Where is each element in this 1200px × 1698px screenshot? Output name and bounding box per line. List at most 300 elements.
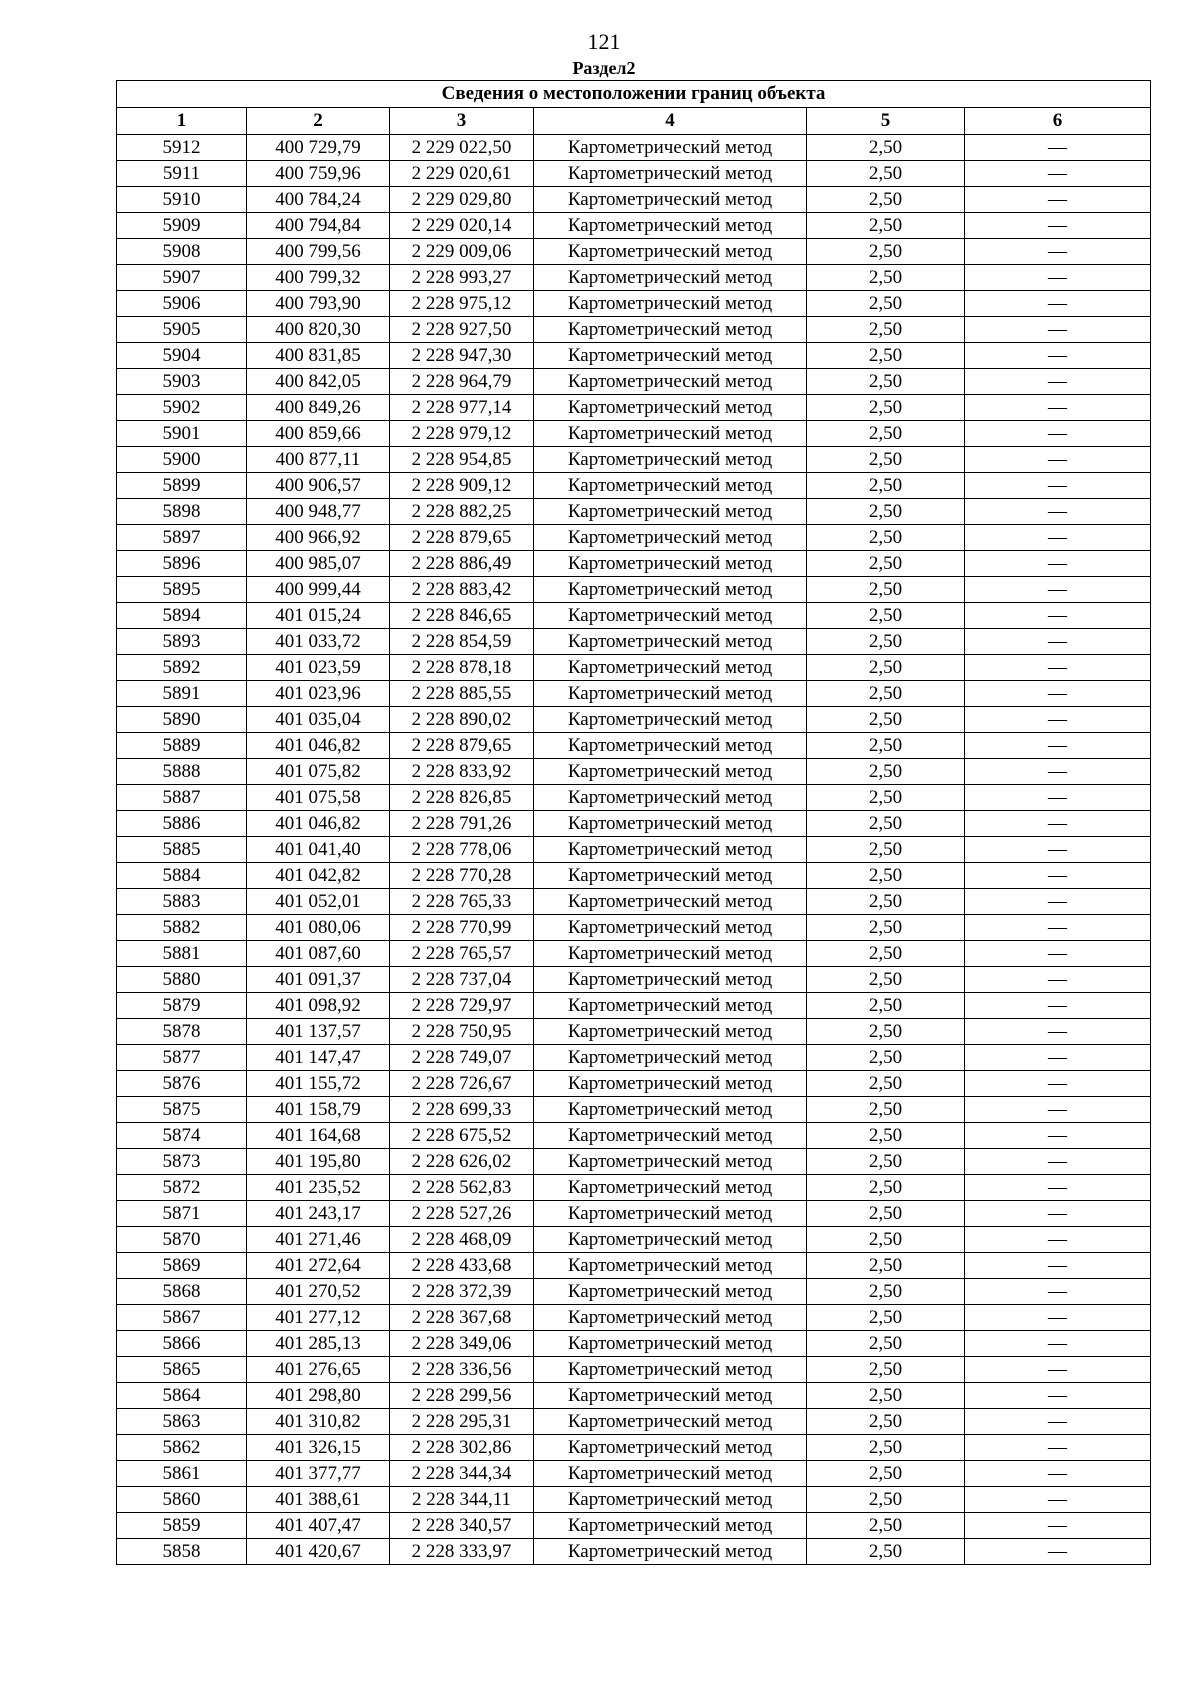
point-number-cell: 5871 [117,1201,247,1227]
x-coordinate-cell: 401 271,46 [247,1227,390,1253]
description-cell: — [965,291,1151,317]
table-row [117,473,1151,499]
description-cell: — [965,1409,1151,1435]
x-coordinate-cell: 401 326,15 [247,1435,390,1461]
point-number-cell: 5886 [117,811,247,837]
y-coordinate-cell: 2 228 295,31 [390,1409,534,1435]
method-cell: Картометрический метод [534,1175,807,1201]
table-row [117,265,1151,291]
accuracy-cell: 2,50 [807,291,965,317]
point-number-cell: 5866 [117,1331,247,1357]
description-cell: — [965,473,1151,499]
point-number-cell: 5868 [117,1279,247,1305]
x-coordinate-cell: 401 277,12 [247,1305,390,1331]
accuracy-cell: 2,50 [807,785,965,811]
method-cell: Картометрический метод [534,265,807,291]
method-cell: Картометрический метод [534,551,807,577]
table-row [117,1539,1151,1565]
method-cell: Картометрический метод [534,473,807,499]
point-number-cell: 5887 [117,785,247,811]
method-cell: Картометрический метод [534,1383,807,1409]
description-cell: — [965,421,1151,447]
y-coordinate-cell: 2 228 562,83 [390,1175,534,1201]
description-cell: — [965,239,1151,265]
x-coordinate-cell: 401 046,82 [247,733,390,759]
table-row [117,551,1151,577]
method-cell: Картометрический метод [534,1513,807,1539]
x-coordinate-cell: 401 310,82 [247,1409,390,1435]
x-coordinate-cell: 400 784,24 [247,187,390,213]
x-coordinate-cell: 401 091,37 [247,967,390,993]
description-cell: — [965,135,1151,161]
point-number-cell: 5893 [117,629,247,655]
accuracy-cell: 2,50 [807,1279,965,1305]
accuracy-cell: 2,50 [807,707,965,733]
method-cell: Картометрический метод [534,785,807,811]
x-coordinate-cell: 401 195,80 [247,1149,390,1175]
y-coordinate-cell: 2 228 675,52 [390,1123,534,1149]
table-row [117,993,1151,1019]
table-row [117,811,1151,837]
table-row [117,941,1151,967]
point-number-cell: 5864 [117,1383,247,1409]
table-row [117,395,1151,421]
point-number-cell: 5898 [117,499,247,525]
method-cell: Картометрический метод [534,915,807,941]
description-cell: — [965,1071,1151,1097]
table-row [117,1045,1151,1071]
description-cell: — [965,1019,1151,1045]
accuracy-cell: 2,50 [807,681,965,707]
method-cell: Картометрический метод [534,1227,807,1253]
point-number-cell: 5909 [117,213,247,239]
table-row [117,1461,1151,1487]
table-row [117,239,1151,265]
accuracy-cell: 2,50 [807,551,965,577]
table-row [117,525,1151,551]
y-coordinate-cell: 2 228 778,06 [390,837,534,863]
table-row [117,1227,1151,1253]
point-number-cell: 5897 [117,525,247,551]
accuracy-cell: 2,50 [807,967,965,993]
description-cell: — [965,1097,1151,1123]
point-number-cell: 5902 [117,395,247,421]
x-coordinate-cell: 401 098,92 [247,993,390,1019]
method-cell: Картометрический метод [534,1539,807,1565]
x-coordinate-cell: 401 158,79 [247,1097,390,1123]
point-number-cell: 5872 [117,1175,247,1201]
y-coordinate-cell: 2 228 947,30 [390,343,534,369]
accuracy-cell: 2,50 [807,863,965,889]
description-cell: — [965,915,1151,941]
point-number-cell: 5874 [117,1123,247,1149]
method-cell: Картометрический метод [534,1097,807,1123]
accuracy-cell: 2,50 [807,1331,965,1357]
accuracy-cell: 2,50 [807,811,965,837]
description-cell: — [965,811,1151,837]
description-cell: — [965,863,1151,889]
method-cell: Картометрический метод [534,629,807,655]
point-number-cell: 5879 [117,993,247,1019]
x-coordinate-cell: 401 075,82 [247,759,390,785]
x-coordinate-cell: 401 155,72 [247,1071,390,1097]
method-cell: Картометрический метод [534,343,807,369]
x-coordinate-cell: 401 147,47 [247,1045,390,1071]
table-row [117,1123,1151,1149]
y-coordinate-cell: 2 228 302,86 [390,1435,534,1461]
table-row [117,915,1151,941]
y-coordinate-cell: 2 228 791,26 [390,811,534,837]
accuracy-cell: 2,50 [807,1123,965,1149]
table-row [117,759,1151,785]
description-cell: — [965,1305,1151,1331]
y-coordinate-cell: 2 228 854,59 [390,629,534,655]
x-coordinate-cell: 401 276,65 [247,1357,390,1383]
table-body [117,135,1151,1565]
method-cell: Картометрический метод [534,1461,807,1487]
y-coordinate-cell: 2 228 993,27 [390,265,534,291]
description-cell: — [965,447,1151,473]
description-cell: — [965,1045,1151,1071]
x-coordinate-cell: 401 243,17 [247,1201,390,1227]
x-coordinate-cell: 400 849,26 [247,395,390,421]
description-cell: — [965,1227,1151,1253]
x-coordinate-cell: 400 859,66 [247,421,390,447]
point-number-cell: 5870 [117,1227,247,1253]
accuracy-cell: 2,50 [807,1513,965,1539]
y-coordinate-cell: 2 228 299,56 [390,1383,534,1409]
x-coordinate-cell: 401 035,04 [247,707,390,733]
accuracy-cell: 2,50 [807,733,965,759]
method-cell: Картометрический метод [534,1253,807,1279]
accuracy-cell: 2,50 [807,369,965,395]
method-cell: Картометрический метод [534,135,807,161]
table-row [117,967,1151,993]
x-coordinate-cell: 400 729,79 [247,135,390,161]
description-cell: — [965,395,1151,421]
y-coordinate-cell: 2 228 699,33 [390,1097,534,1123]
table-row [117,1175,1151,1201]
description-cell: — [965,551,1151,577]
description-cell: — [965,941,1151,967]
method-cell: Картометрический метод [534,577,807,603]
accuracy-cell: 2,50 [807,1435,965,1461]
y-coordinate-cell: 2 228 909,12 [390,473,534,499]
y-coordinate-cell: 2 228 765,33 [390,889,534,915]
point-number-cell: 5877 [117,1045,247,1071]
method-cell: Картометрический метод [534,1123,807,1149]
column-number: 1 [117,108,247,135]
point-number-cell: 5888 [117,759,247,785]
y-coordinate-cell: 2 228 885,55 [390,681,534,707]
accuracy-cell: 2,50 [807,265,965,291]
table-row [117,317,1151,343]
y-coordinate-cell: 2 228 749,07 [390,1045,534,1071]
x-coordinate-cell: 401 388,61 [247,1487,390,1513]
description-cell: — [965,733,1151,759]
point-number-cell: 5908 [117,239,247,265]
accuracy-cell: 2,50 [807,1227,965,1253]
description-cell: — [965,681,1151,707]
method-cell: Картометрический метод [534,1071,807,1097]
method-cell: Картометрический метод [534,1487,807,1513]
method-cell: Картометрический метод [534,1409,807,1435]
y-coordinate-cell: 2 229 029,80 [390,187,534,213]
point-number-cell: 5910 [117,187,247,213]
accuracy-cell: 2,50 [807,1539,965,1565]
accuracy-cell: 2,50 [807,317,965,343]
x-coordinate-cell: 400 842,05 [247,369,390,395]
accuracy-cell: 2,50 [807,135,965,161]
y-coordinate-cell: 2 228 954,85 [390,447,534,473]
method-cell: Картометрический метод [534,1331,807,1357]
description-cell: — [965,837,1151,863]
x-coordinate-cell: 401 235,52 [247,1175,390,1201]
description-cell: — [965,161,1151,187]
method-cell: Картометрический метод [534,863,807,889]
accuracy-cell: 2,50 [807,759,965,785]
table-row [117,629,1151,655]
y-coordinate-cell: 2 228 527,26 [390,1201,534,1227]
description-cell: — [965,1539,1151,1565]
method-cell: Картометрический метод [534,525,807,551]
boundary-coordinates-table [116,80,1151,1565]
method-cell: Картометрический метод [534,499,807,525]
description-cell: — [965,499,1151,525]
description-cell: — [965,1487,1151,1513]
method-cell: Картометрический метод [534,187,807,213]
y-coordinate-cell: 2 228 726,67 [390,1071,534,1097]
x-coordinate-cell: 401 137,57 [247,1019,390,1045]
x-coordinate-cell: 401 087,60 [247,941,390,967]
description-cell: — [965,525,1151,551]
accuracy-cell: 2,50 [807,421,965,447]
description-cell: — [965,889,1151,915]
accuracy-cell: 2,50 [807,941,965,967]
y-coordinate-cell: 2 228 367,68 [390,1305,534,1331]
point-number-cell: 5891 [117,681,247,707]
table-row [117,499,1151,525]
y-coordinate-cell: 2 228 979,12 [390,421,534,447]
point-number-cell: 5885 [117,837,247,863]
x-coordinate-cell: 400 759,96 [247,161,390,187]
accuracy-cell: 2,50 [807,1149,965,1175]
point-number-cell: 5873 [117,1149,247,1175]
point-number-cell: 5881 [117,941,247,967]
point-number-cell: 5890 [117,707,247,733]
method-cell: Картометрический метод [534,811,807,837]
description-cell: — [965,785,1151,811]
table-row [117,421,1151,447]
y-coordinate-cell: 2 228 879,65 [390,525,534,551]
point-number-cell: 5884 [117,863,247,889]
method-cell: Картометрический метод [534,395,807,421]
table-row [117,187,1151,213]
y-coordinate-cell: 2 228 770,28 [390,863,534,889]
y-coordinate-cell: 2 228 826,85 [390,785,534,811]
point-number-cell: 5906 [117,291,247,317]
method-cell: Картометрический метод [534,239,807,265]
method-cell: Картометрический метод [534,603,807,629]
y-coordinate-cell: 2 228 333,97 [390,1539,534,1565]
description-cell: — [965,317,1151,343]
table-row [117,161,1151,187]
y-coordinate-cell: 2 228 344,11 [390,1487,534,1513]
point-number-cell: 5892 [117,655,247,681]
method-cell: Картометрический метод [534,707,807,733]
description-cell: — [965,1201,1151,1227]
y-coordinate-cell: 2 228 879,65 [390,733,534,759]
x-coordinate-cell: 400 985,07 [247,551,390,577]
x-coordinate-cell: 400 794,84 [247,213,390,239]
method-cell: Картометрический метод [534,447,807,473]
table-row [117,1201,1151,1227]
table-row [117,1357,1151,1383]
x-coordinate-cell: 400 820,30 [247,317,390,343]
table-row [117,1253,1151,1279]
point-number-cell: 5903 [117,369,247,395]
description-cell: — [965,1123,1151,1149]
table-row [117,1097,1151,1123]
table-row [117,1149,1151,1175]
x-coordinate-cell: 401 041,40 [247,837,390,863]
description-cell: — [965,603,1151,629]
point-number-cell: 5905 [117,317,247,343]
x-coordinate-cell: 401 075,58 [247,785,390,811]
accuracy-cell: 2,50 [807,473,965,499]
description-cell: — [965,629,1151,655]
description-cell: — [965,1279,1151,1305]
y-coordinate-cell: 2 228 468,09 [390,1227,534,1253]
table-row [117,655,1151,681]
point-number-cell: 5863 [117,1409,247,1435]
method-cell: Картометрический метод [534,993,807,1019]
y-coordinate-cell: 2 228 883,42 [390,577,534,603]
y-coordinate-cell: 2 228 927,50 [390,317,534,343]
method-cell: Картометрический метод [534,1357,807,1383]
y-coordinate-cell: 2 228 336,56 [390,1357,534,1383]
table-caption-row [117,81,1151,108]
point-number-cell: 5858 [117,1539,247,1565]
x-coordinate-cell: 400 999,44 [247,577,390,603]
accuracy-cell: 2,50 [807,499,965,525]
point-number-cell: 5912 [117,135,247,161]
description-cell: — [965,577,1151,603]
method-cell: Картометрический метод [534,1019,807,1045]
method-cell: Картометрический метод [534,967,807,993]
x-coordinate-cell: 401 015,24 [247,603,390,629]
x-coordinate-cell: 401 164,68 [247,1123,390,1149]
description-cell: — [965,1435,1151,1461]
point-number-cell: 5878 [117,1019,247,1045]
point-number-cell: 5894 [117,603,247,629]
accuracy-cell: 2,50 [807,655,965,681]
accuracy-cell: 2,50 [807,395,965,421]
x-coordinate-cell: 401 377,77 [247,1461,390,1487]
method-cell: Картометрический метод [534,161,807,187]
description-cell: — [965,1149,1151,1175]
x-coordinate-cell: 401 270,52 [247,1279,390,1305]
accuracy-cell: 2,50 [807,161,965,187]
column-number: 5 [807,108,965,135]
accuracy-cell: 2,50 [807,213,965,239]
page-number: 121 [587,29,621,54]
section-title: Раздел2 [572,58,636,78]
point-number-cell: 5907 [117,265,247,291]
table-row [117,291,1151,317]
point-number-cell: 5865 [117,1357,247,1383]
description-cell: — [965,967,1151,993]
table-row [117,369,1151,395]
table-row [117,447,1151,473]
y-coordinate-cell: 2 229 009,06 [390,239,534,265]
table-row [117,785,1151,811]
accuracy-cell: 2,50 [807,1045,965,1071]
description-cell: — [965,1253,1151,1279]
accuracy-cell: 2,50 [807,1487,965,1513]
table-row [117,1305,1151,1331]
method-cell: Картометрический метод [534,941,807,967]
point-number-cell: 5867 [117,1305,247,1331]
table-caption: Сведения о местоположении границ объекта [117,81,1151,108]
x-coordinate-cell: 401 285,13 [247,1331,390,1357]
x-coordinate-cell: 401 046,82 [247,811,390,837]
x-coordinate-cell: 401 033,72 [247,629,390,655]
y-coordinate-cell: 2 228 975,12 [390,291,534,317]
accuracy-cell: 2,50 [807,343,965,369]
description-cell: — [965,655,1151,681]
point-number-cell: 5859 [117,1513,247,1539]
point-number-cell: 5876 [117,1071,247,1097]
method-cell: Картометрический метод [534,1149,807,1175]
y-coordinate-cell: 2 228 626,02 [390,1149,534,1175]
table-row [117,863,1151,889]
point-number-cell: 5860 [117,1487,247,1513]
table-row [117,1019,1151,1045]
method-cell: Картометрический метод [534,421,807,447]
x-coordinate-cell: 400 877,11 [247,447,390,473]
x-coordinate-cell: 401 042,82 [247,863,390,889]
y-coordinate-cell: 2 228 433,68 [390,1253,534,1279]
y-coordinate-cell: 2 229 022,50 [390,135,534,161]
y-coordinate-cell: 2 228 878,18 [390,655,534,681]
x-coordinate-cell: 400 799,56 [247,239,390,265]
table-row [117,343,1151,369]
table-row [117,577,1151,603]
y-coordinate-cell: 2 228 340,57 [390,1513,534,1539]
table-row [117,1409,1151,1435]
accuracy-cell: 2,50 [807,1357,965,1383]
point-number-cell: 5882 [117,915,247,941]
table-row [117,1331,1151,1357]
description-cell: — [965,759,1151,785]
y-coordinate-cell: 2 228 770,99 [390,915,534,941]
point-number-cell: 5901 [117,421,247,447]
point-number-cell: 5896 [117,551,247,577]
table-row [117,213,1151,239]
accuracy-cell: 2,50 [807,1071,965,1097]
x-coordinate-cell: 401 052,01 [247,889,390,915]
accuracy-cell: 2,50 [807,1201,965,1227]
x-coordinate-cell: 400 966,92 [247,525,390,551]
point-number-cell: 5861 [117,1461,247,1487]
y-coordinate-cell: 2 228 886,49 [390,551,534,577]
accuracy-cell: 2,50 [807,993,965,1019]
x-coordinate-cell: 401 023,59 [247,655,390,681]
accuracy-cell: 2,50 [807,1305,965,1331]
x-coordinate-cell: 401 420,67 [247,1539,390,1565]
accuracy-cell: 2,50 [807,525,965,551]
